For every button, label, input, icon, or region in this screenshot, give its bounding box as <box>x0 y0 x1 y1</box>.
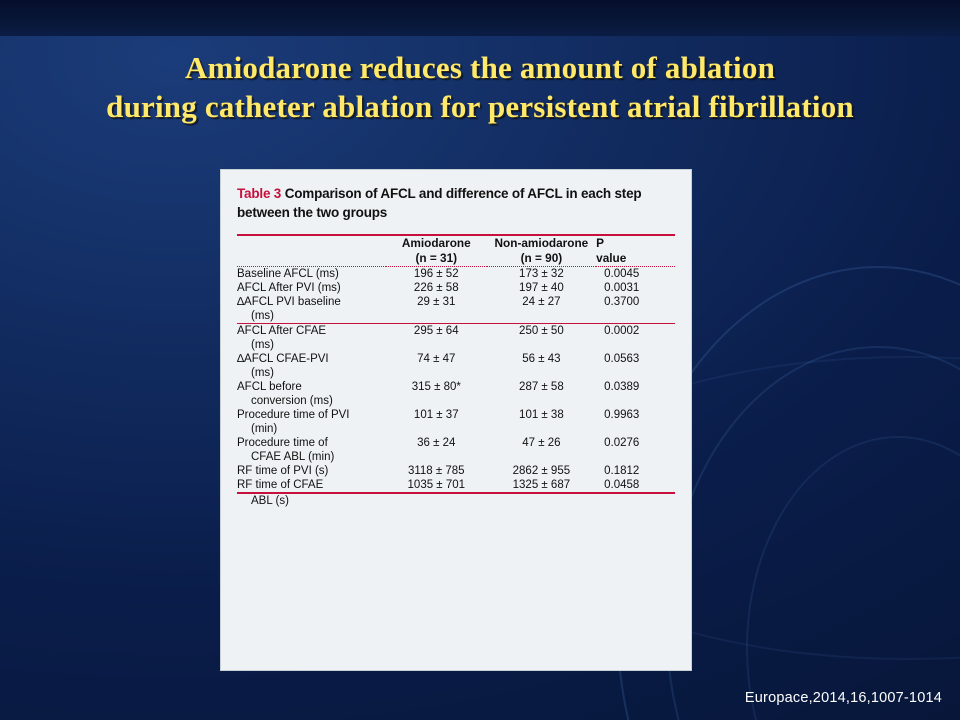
column-header-measure <box>237 235 386 267</box>
row-amiodarone: 226 ± 58 <box>413 282 459 294</box>
row-non-amiodarone: 1325 ± 687 <box>512 479 571 491</box>
row-non-amiodarone: 173 ± 32 <box>519 268 564 280</box>
column-header-p-label: P <box>596 236 605 250</box>
row-non-amiodarone: 56 ± 43 <box>522 353 561 365</box>
table-row <box>237 324 675 353</box>
row-non-amiodarone-empty <box>487 493 597 508</box>
row-measure-line2: ABL (s) <box>251 495 289 507</box>
row-measure-line1: Baseline AFCL (ms) <box>237 268 339 280</box>
table-label: Table 3 <box>237 186 282 201</box>
row-non-amiodarone: 24 ± 27 <box>522 296 561 308</box>
table-row <box>237 295 675 324</box>
row-amiodarone: 1035 ± 701 <box>407 479 466 491</box>
row-p-value: 0.9963 <box>604 409 640 421</box>
row-measure-line2: (min) <box>251 423 278 435</box>
citation: Europace,2014,16,1007-1014 <box>744 690 942 706</box>
row-amiodarone: 295 ± 64 <box>413 325 459 337</box>
row-p-value: 0.0563 <box>604 353 640 365</box>
row-amiodarone: 3118 ± 785 <box>407 465 465 477</box>
row-p-value: 0.0389 <box>604 381 640 393</box>
row-measure <box>237 281 386 295</box>
row-p-value: 0.3700 <box>604 296 640 308</box>
row-measure-line1: Procedure time of <box>237 437 328 449</box>
row-p-value: 0.0276 <box>604 437 640 449</box>
row-measure-line2: (ms) <box>251 339 274 351</box>
row-measure <box>237 408 386 436</box>
table-row <box>237 478 675 493</box>
table-caption-text: Comparison of AFCL and difference of AFCL in each step between the two groups <box>237 186 642 220</box>
row-measure <box>237 380 386 408</box>
table-row <box>237 464 675 478</box>
row-measure <box>237 478 386 493</box>
column-header-non-amiodarone-n: (n = 90) <box>520 251 563 265</box>
row-p-value: 0.0045 <box>604 268 640 280</box>
row-measure-line2: CFAE ABL (min) <box>251 451 335 463</box>
row-amiodarone: 101 ± 37 <box>413 409 459 421</box>
slide-title <box>0 48 960 126</box>
table-row <box>237 380 675 408</box>
row-measure <box>237 436 386 464</box>
row-non-amiodarone: 197 ± 40 <box>519 282 564 294</box>
table-row <box>237 436 675 464</box>
column-header-amiodarone <box>386 235 487 267</box>
row-measure-line1: RF time of CFAE <box>237 479 324 491</box>
slide-title-line-1: Amiodarone reduces the amount of ablation <box>184 50 776 85</box>
column-header-amiodarone-label: Amiodarone <box>401 236 471 250</box>
table-body <box>237 267 675 509</box>
row-measure-line1: AFCL before <box>237 381 302 393</box>
row-measure-line2: conversion (ms) <box>251 395 333 407</box>
row-measure-line1: RF time of PVI (s) <box>237 465 329 477</box>
row-measure <box>237 464 386 478</box>
table-row <box>237 352 675 380</box>
row-amiodarone: 74 ± 47 <box>417 353 456 365</box>
decorative-swirl <box>666 346 960 720</box>
row-non-amiodarone: 287 ± 58 <box>519 381 564 393</box>
row-p-value: 0.1812 <box>604 465 640 477</box>
row-measure-line1: AFCL After PVI (ms) <box>237 282 341 294</box>
column-header-non-amiodarone-label: Non-amiodarone <box>494 236 589 250</box>
row-measure-line1: Procedure time of PVI <box>237 409 350 421</box>
row-non-amiodarone: 2862 ± 955 <box>512 465 571 477</box>
results-table <box>237 234 675 508</box>
column-header-p-sub: value <box>596 251 627 265</box>
row-measure <box>237 295 386 324</box>
row-measure-line2: (ms) <box>251 310 274 322</box>
row-measure <box>237 324 386 353</box>
table-row-continuation <box>237 493 675 508</box>
table-caption <box>237 184 675 222</box>
table-row <box>237 408 675 436</box>
row-amiodarone: 29 ± 31 <box>417 296 456 308</box>
row-measure-line1: ∆AFCL CFAE-PVI <box>237 353 329 365</box>
table-figure <box>221 170 691 670</box>
row-p-value: 0.0458 <box>604 479 640 491</box>
row-amiodarone: 315 ± 80* <box>411 381 461 393</box>
row-measure <box>237 267 386 282</box>
row-measure-line2: (ms) <box>251 367 274 379</box>
table-header <box>237 235 675 267</box>
slide-title-line-2: during catheter ablation for persistent atrial fibrillation <box>106 89 854 124</box>
row-amiodarone: 196 ± 52 <box>413 268 459 280</box>
row-p-value: 0.0031 <box>604 282 640 294</box>
row-measure-line1: AFCL After CFAE <box>237 325 327 337</box>
column-header-non-amiodarone <box>487 235 597 267</box>
row-p-value-empty <box>596 493 675 508</box>
row-non-amiodarone: 101 ± 38 <box>519 409 564 421</box>
column-header-amiodarone-n: (n = 31) <box>415 251 458 265</box>
row-measure <box>237 352 386 380</box>
table-row <box>237 281 675 295</box>
row-amiodarone: 36 ± 24 <box>417 437 456 449</box>
table-row <box>237 267 675 282</box>
column-header-p <box>596 235 675 267</box>
decorative-swirl <box>746 436 960 720</box>
row-amiodarone-empty <box>386 493 487 508</box>
row-measure-line1: ∆AFCL PVI baseline <box>237 296 341 308</box>
row-non-amiodarone: 250 ± 50 <box>519 325 564 337</box>
table-header-row <box>237 235 675 267</box>
row-measure <box>237 493 386 508</box>
row-non-amiodarone: 47 ± 26 <box>522 437 561 449</box>
row-p-value: 0.0002 <box>604 325 640 337</box>
